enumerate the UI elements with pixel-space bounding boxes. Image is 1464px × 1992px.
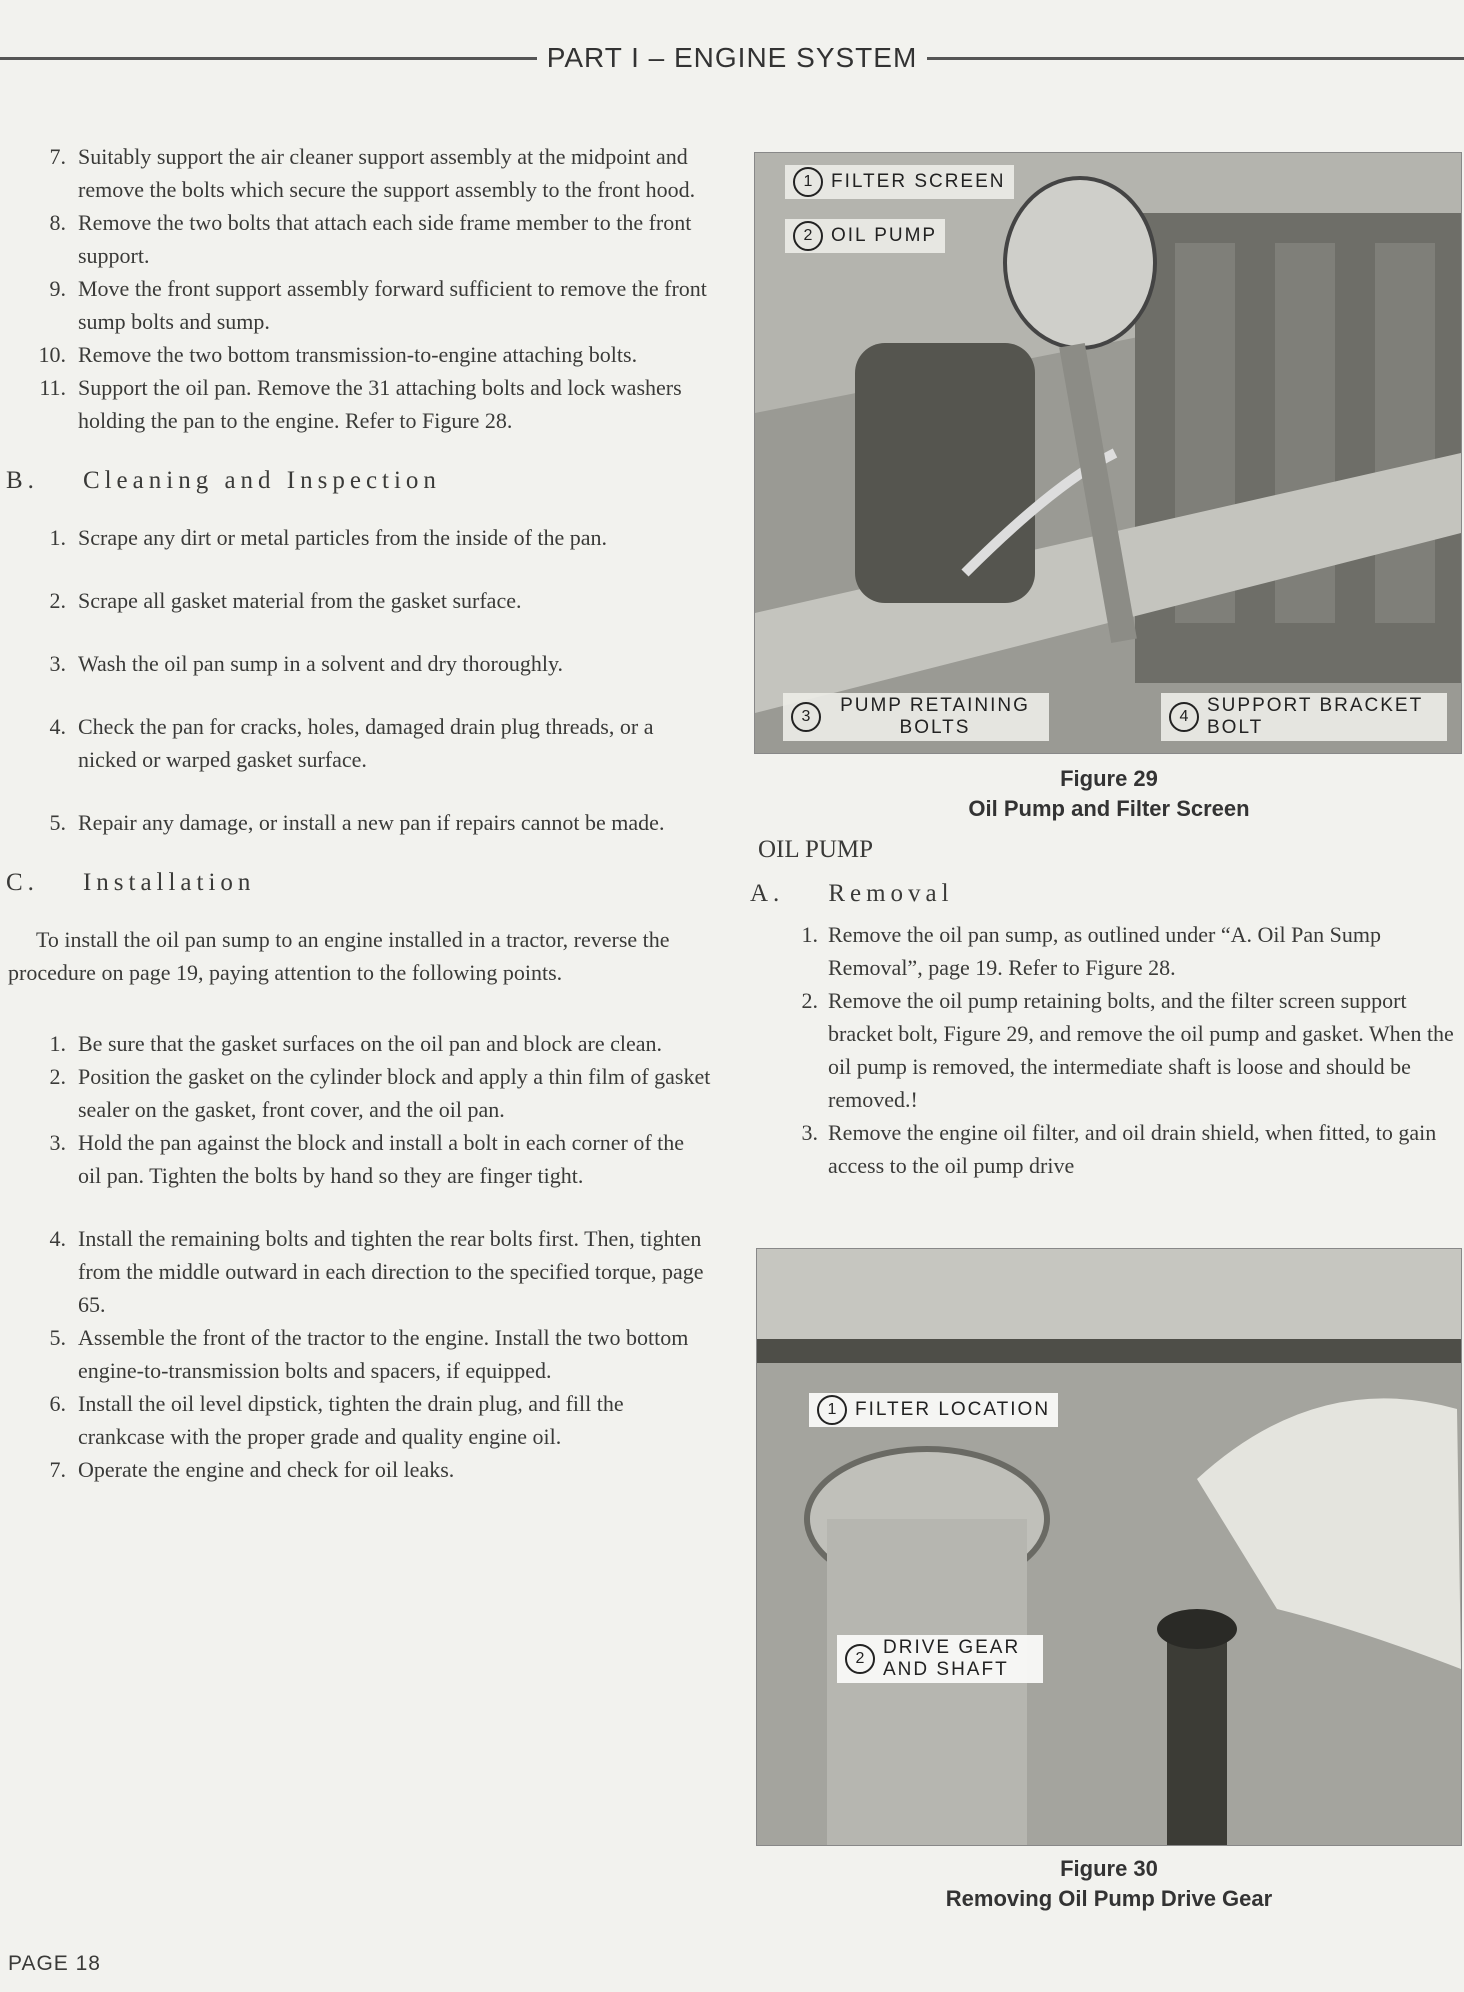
page-header: [0, 38, 1464, 78]
list-item: 1. Scrape any dirt or metal particles from the inside of the pan.: [49, 525, 608, 550]
drive-gear-photo-image: [757, 1249, 1461, 1845]
section-heading-removal: A. Removal: [750, 880, 954, 907]
list-item: 10. Remove the two bottom transmission-to-engine attaching bolts.: [38, 342, 638, 367]
installation-intro: To install the oil pan sump to an engine installed in a tractor, reverse the procedure on page 19, paying attention to the following points.: [8, 927, 670, 985]
list-item: 2. Position the gasket on the cylinder block and apply a thin film of gasket sealer on the gasket, front cover, and the oil pan.: [49, 1064, 711, 1122]
oil-pump-heading: OIL PUMP: [758, 836, 874, 863]
figure-30-number: Figure 30: [1060, 1856, 1158, 1881]
callout-support-bracket-bolt: 4 SUPPORT BRACKET BOLT: [1161, 693, 1447, 741]
header-rule-right: [927, 57, 1464, 60]
installation-steps: [0, 1027, 712, 1486]
list-item: 7. Suitably support the air cleaner support assembly at the midpoint and remove the bolts which secure the support assembly to the front hood.: [49, 144, 696, 202]
left-column: [0, 140, 712, 1486]
callout-pump-retaining-bolts: 3 PUMP RETAINING BOLTS: [783, 693, 1049, 741]
list-item: 5. Assemble the front of the tractor to the engine. Install the two bottom engine-to-transmission bolts and spacers, if equipped.: [49, 1325, 689, 1383]
callout-oil-pump: 2 OIL PUMP: [785, 219, 945, 253]
section-heading-cleaning: B. Cleaning and Inspection: [6, 467, 441, 494]
figure-29-caption: [754, 764, 1464, 824]
list-item: 9. Move the front support assembly forward sufficient to remove the front sump bolts and sump.: [49, 276, 707, 334]
list-item: 11. Support the oil pan. Remove the 31 attaching bolts and lock washers holding the pan to the engine. Refer to Figure 28.: [39, 375, 682, 433]
callout-filter-screen: 1 FILTER SCREEN: [785, 165, 1014, 199]
header-title: PART I – ENGINE SYSTEM: [546, 42, 918, 73]
list-item: 4. Install the remaining bolts and tighten the rear bolts first. Then, tighten from the middle outward in each direction to the specified torque, page 65.: [49, 1226, 704, 1317]
callout-filter-location: 1 FILTER LOCATION: [809, 1393, 1058, 1427]
figure-29-title: Oil Pump and Filter Screen: [968, 796, 1250, 821]
list-item: 5. Repair any damage, or install a new pan if repairs cannot be made.: [49, 810, 665, 835]
figure-30-title: Removing Oil Pump Drive Gear: [945, 1886, 1273, 1911]
list-item: 3. Hold the pan against the block and install a bolt in each corner of the oil pan. Tighten the bolts by hand so they are finger tight.: [49, 1130, 685, 1188]
section-heading-installation: C. Installation: [6, 869, 256, 896]
cleaning-steps: [0, 521, 712, 839]
figure-30-photo: [756, 1248, 1462, 1846]
list-item: 2. Scrape all gasket material from the gasket surface.: [49, 588, 522, 613]
list-item: 3. Wash the oil pan sump in a solvent and dry thoroughly.: [49, 651, 564, 676]
list-item: 6. Install the oil level dipstick, tighten the drain plug, and fill the crankcase with the proper grade and quality engine oil.: [49, 1391, 624, 1449]
list-item: 3. Remove the engine oil filter, and oil drain shield, when fitted, to gain access to the oil pump drive: [801, 1120, 1437, 1178]
header-rule-left: [0, 57, 537, 60]
list-item: 7. Operate the engine and check for oil leaks.: [49, 1457, 455, 1482]
list-item: 2. Remove the oil pump retaining bolts, and the filter screen support bracket bolt, Figure 29, and remove the oil pump and gasket. When the oil pump is removed, the intermediate shaft is loose and should be removed.!: [801, 988, 1454, 1112]
figure-30-caption: [754, 1854, 1464, 1914]
list-item: 8. Remove the two bolts that attach each side frame member to the front support.: [49, 210, 692, 268]
callout-drive-gear-and-shaft: 2 DRIVE GEAR AND SHAFT: [837, 1635, 1043, 1683]
oil-pump-removal-steps: [752, 918, 1456, 1182]
figure-29-number: Figure 29: [1060, 766, 1158, 791]
list-item: 4. Check the pan for cracks, holes, damaged drain plug threads, or a nicked or warped gasket surface.: [49, 714, 654, 772]
page-number: PAGE 18: [8, 1952, 101, 1975]
removal-steps-continued: [0, 140, 712, 437]
list-item: 1. Remove the oil pan sump, as outlined under “A. Oil Pan Sump Removal”, page 19. Refer to Figure 28.: [801, 922, 1381, 980]
figure-29-photo: [754, 152, 1462, 754]
list-item: 1. Be sure that the gasket surfaces on the oil pan and block are clean.: [49, 1031, 662, 1056]
